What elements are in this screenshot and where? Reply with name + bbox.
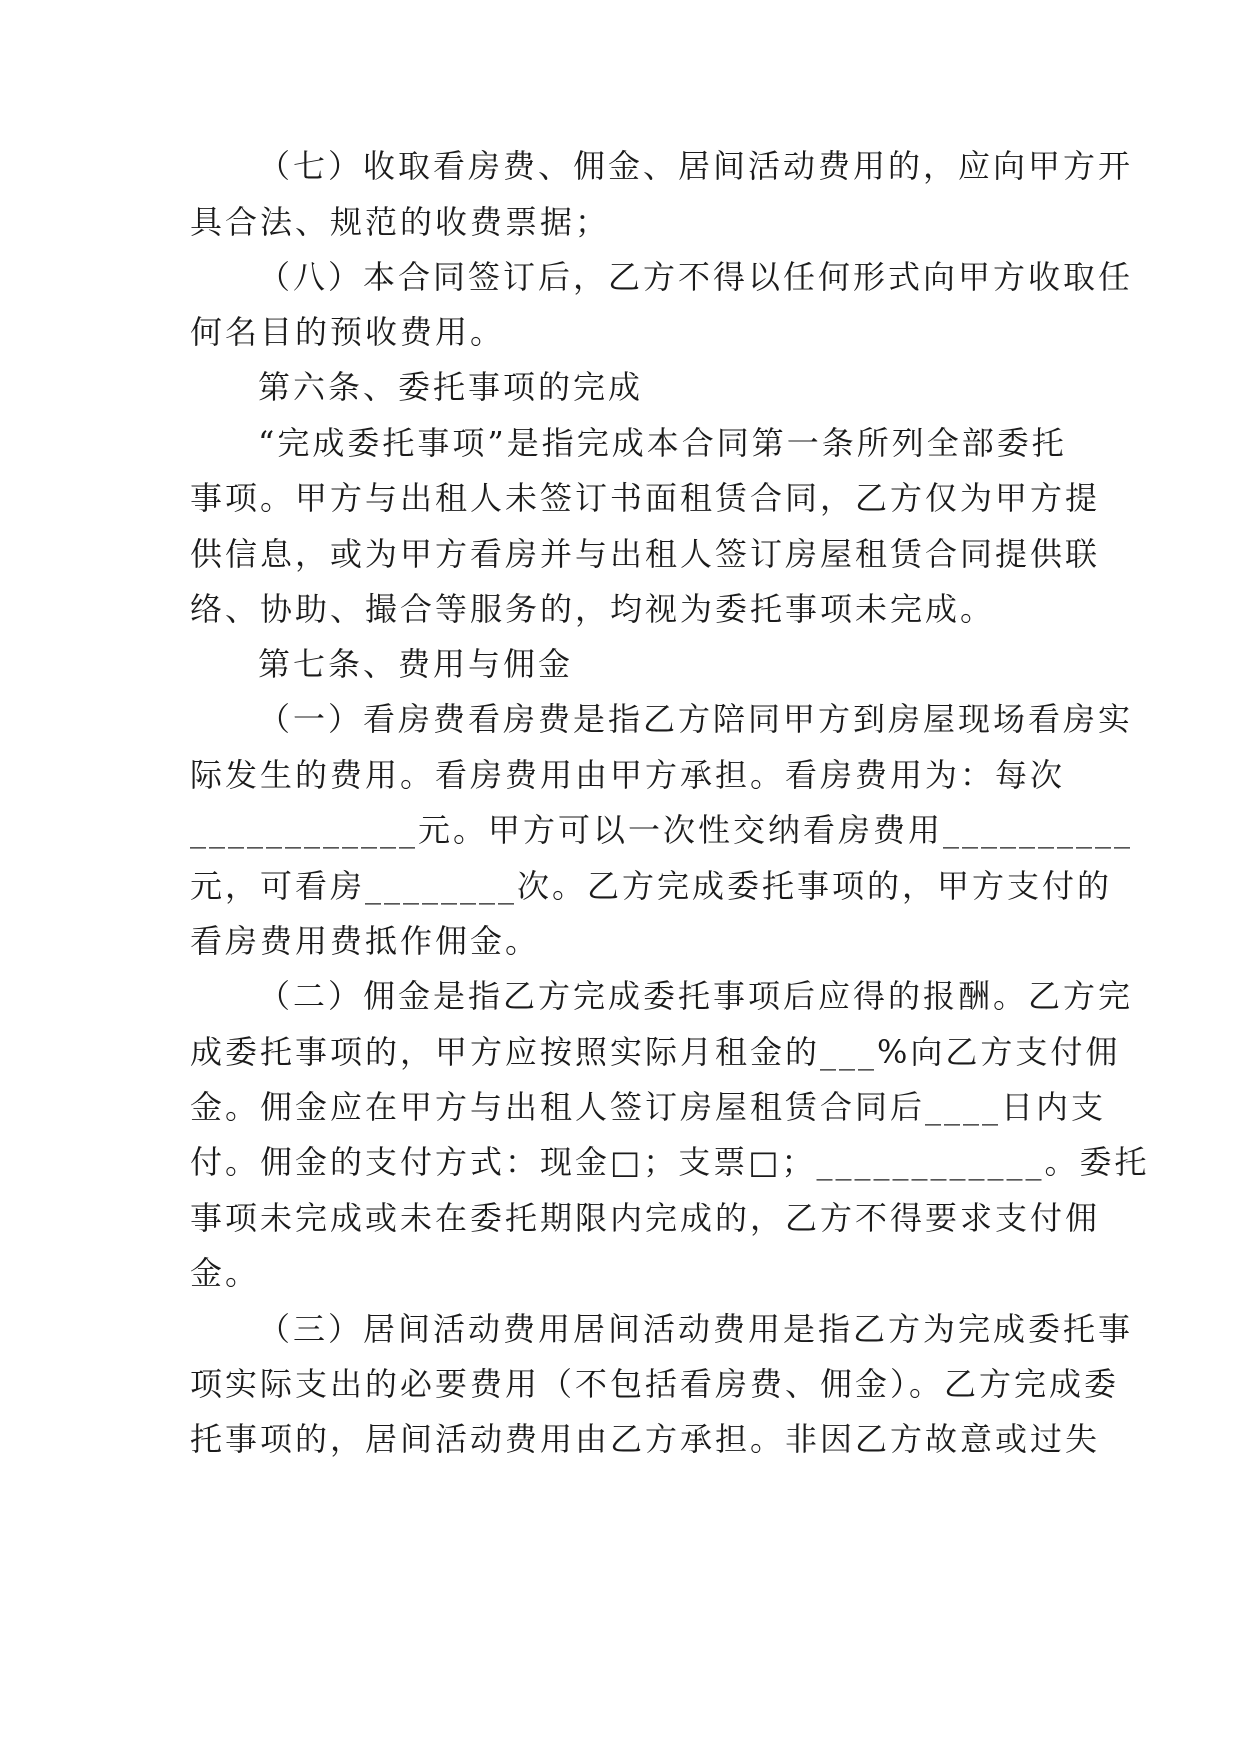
text-line-12: 际发生的费用。看房费用由甲方承担。看房费用为：每次 <box>190 756 1066 794</box>
text-line-20: 事项未完成或未在委托期限内完成的，乙方不得要求支付佣 <box>190 1199 1101 1237</box>
text-line-8: 供信息，或为甲方看房并与出租人签订房屋租赁合同提供联 <box>190 535 1101 573</box>
text-line-19: 付。佣金的支付方式：现金□；支票□；____________。委托 <box>190 1143 1150 1181</box>
text-line-11: （一）看房费看房费是指乙方陪同甲方到房屋现场看房实 <box>258 700 1134 738</box>
text-line-4: 何名目的预收费用。 <box>190 313 506 351</box>
text-line-15: 看房费用费抵作佣金。 <box>190 922 541 960</box>
text-line-1: （七）收取看房费、佣金、居间活动费用的，应向甲方开 <box>258 147 1134 185</box>
text-line-13: ____________元。甲方可以一次性交纳看房费用__________ <box>190 811 1134 849</box>
text-line-9: 络、协助、撮合等服务的，均视为委托事项未完成。 <box>190 590 996 628</box>
text-line-22: （三）居间活动费用居间活动费用是指乙方为完成委托事 <box>258 1310 1134 1348</box>
text-line-17: 成委托事项的，甲方应按照实际月租金的___%向乙方支付佣 <box>190 1033 1121 1071</box>
text-line-3: （八）本合同签订后，乙方不得以任何形式向甲方收取任 <box>258 258 1134 296</box>
text-line-24: 托事项的，居间活动费用由乙方承担。非因乙方故意或过失 <box>190 1420 1101 1458</box>
text-line-2: 具合法、规范的收费票据； <box>190 203 611 241</box>
section-heading-article-6: 第六条、委托事项的完成 <box>258 368 644 406</box>
text-line-14: 元，可看房________次。乙方完成委托事项的，甲方支付的 <box>190 867 1113 905</box>
text-line-18: 金。佣金应在甲方与出租人签订房屋租赁合同后____日内支 <box>190 1088 1107 1126</box>
text-line-16: （二）佣金是指乙方完成委托事项后应得的报酬。乙方完 <box>258 977 1134 1015</box>
text-line-6: “完成委托事项”是指完成本合同第一条所列全部委托 <box>258 424 1067 462</box>
text-line-21: 金。 <box>190 1254 261 1292</box>
section-heading-article-7: 第七条、费用与佣金 <box>258 645 574 683</box>
text-line-23: 项实际支出的必要费用（不包括看房费、佣金）。乙方完成委 <box>190 1365 1120 1403</box>
text-line-7: 事项。甲方与出租人未签订书面租赁合同，乙方仅为甲方提 <box>190 479 1101 517</box>
